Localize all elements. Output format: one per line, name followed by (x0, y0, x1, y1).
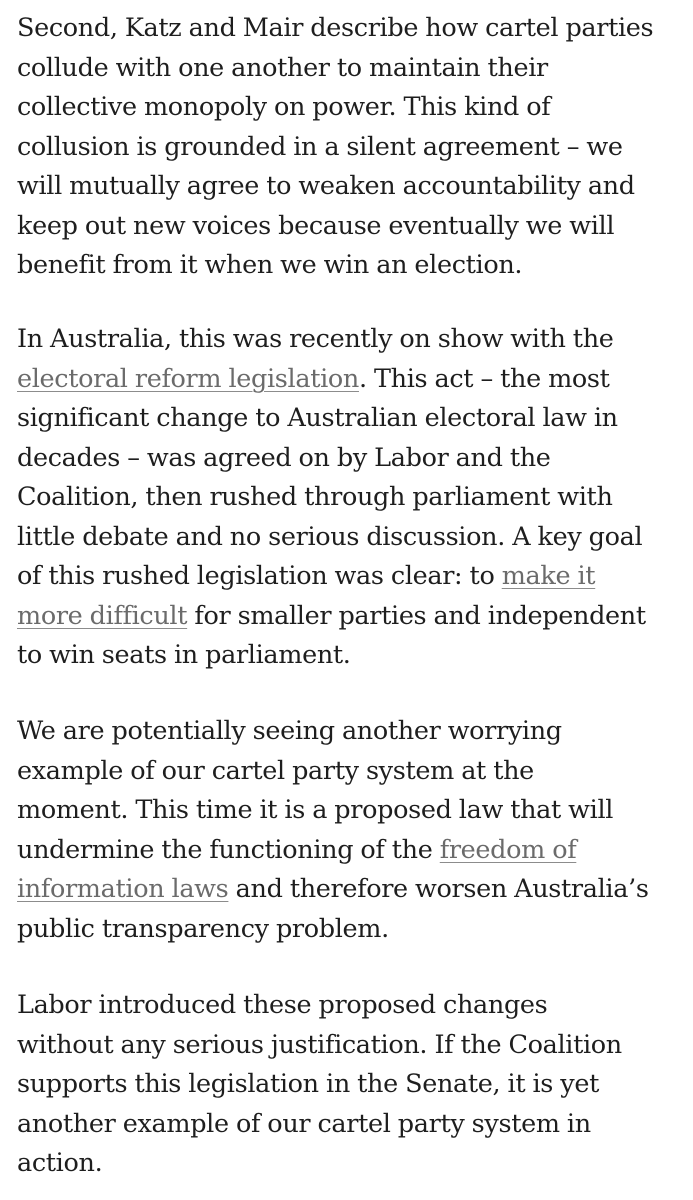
text-line: supports this legislation in the Senate, it is yet (17, 1069, 599, 1099)
text-line: decades – was agreed on by Labor and the (17, 442, 551, 473)
text-line: significant change to Australian electoral law in (17, 403, 618, 433)
text-line: Second, Katz and Mair describe how cartel parties (17, 13, 654, 43)
text-line: little debate and no serious discussion. A key goal (17, 521, 643, 552)
text-line: Coalition, then rushed through parliament with (17, 482, 613, 512)
freedom-of-information-laws-link[interactable]: freedom of (439, 834, 577, 865)
text-line: collective monopoly on power. This kind of (17, 92, 551, 122)
make-it-more-difficult-link-cont[interactable]: more difficult (17, 600, 188, 631)
text-line: without any serious justification. If the Coalition (17, 1029, 622, 1060)
text-segment: and therefore worsen Australia’s (228, 874, 649, 904)
text-line (17, 870, 683, 910)
text-line: We are potentially seeing another worrying (17, 716, 562, 746)
text-line: Labor introduced these proposed changes (17, 990, 548, 1020)
text-line: benefit from it when we win an election. (17, 250, 523, 280)
text-line (17, 597, 683, 637)
text-line: example of our cartel party system at the (17, 755, 534, 786)
text-line: will mutually agree to weaken accountability and (17, 171, 635, 201)
make-it-more-difficult-link[interactable]: make it (501, 561, 596, 591)
text-line: In Australia, this was recently on show with the (17, 324, 614, 354)
text-line (17, 831, 683, 871)
freedom-of-information-laws-link-cont[interactable]: information laws (17, 874, 229, 904)
text-line (17, 360, 683, 400)
paragraph-4 (17, 986, 683, 1184)
text-line: to win seats in parliament. (17, 640, 351, 670)
text-segment: of this rushed legislation was clear: to (17, 561, 502, 591)
text-line: public transparency problem. (17, 913, 389, 944)
text-line: keep out new voices because eventually we will (17, 210, 615, 241)
paragraph-3 (17, 712, 683, 949)
paragraph-1 (17, 9, 683, 286)
text-line: collude with one another to maintain their (17, 52, 548, 83)
text-line: another example of our cartel party system in (17, 1108, 591, 1139)
text-segment: . This act – the most (358, 363, 610, 394)
text-segment: for smaller parties and independent (187, 600, 646, 631)
text-segment: undermine the functioning of the (17, 834, 440, 865)
electoral-reform-legislation-link[interactable]: electoral reform legislation (17, 363, 359, 394)
text-line: moment. This time it is a proposed law that will (17, 795, 614, 825)
paragraph-2 (17, 320, 683, 676)
text-line (17, 557, 683, 597)
text-line: collusion is grounded in a silent agreement – we (17, 131, 623, 162)
text-line: action. (17, 1148, 103, 1178)
